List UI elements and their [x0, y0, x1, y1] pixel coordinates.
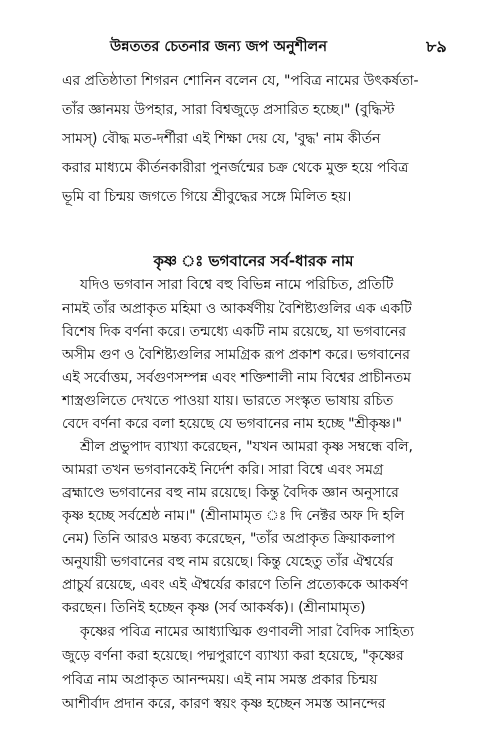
- text-line: নেম) তিনি আরও মন্তব্য করেছেন, "তাঁর অপ্রাকৃত ক্রিয়াকলাপ: [62, 531, 395, 547]
- text-line: প্রাচুর্য রয়েছে, এবং এই ঐশ্বর্যের কারণে তিনি প্রত্যেককে আকর্ষণ: [62, 577, 408, 593]
- text-line: আমরা তখন ভগবানকেই নির্দেশ করি। সারা বিশ্বে এবং সমগ্র: [62, 462, 384, 478]
- text-line: পবিত্র নাম অপ্রাকৃত আনন্দময়। এই নাম সমস্ত প্রকার চিন্ময়: [62, 672, 378, 688]
- text-line: যদিও ভগবান সারা বিশ্বে বহু বিভিন্ন নামে পরিচিত, প্রতিটি: [80, 277, 394, 293]
- text-line: অনুযায়ী ভগবানের বহু নাম রয়েছে। কিন্তু যেহেতু তাঁর ঐশ্বর্যের: [62, 554, 394, 570]
- text-line: শাস্ত্রগুলিতে দেখতে পাওয়া যায়। ভারতে সংস্কৃত ভাষায় রচিত: [62, 393, 394, 409]
- section-heading: কৃষ্ণ ঃ ভগবানের সর্ব-ধারক নাম: [153, 252, 354, 270]
- text-line: সামস্) বৌদ্ধ মত-দর্শীরা এই শিক্ষা দেয় যে, 'বুদ্ধ' নাম কীর্তন: [62, 131, 381, 147]
- text-line: করার মাধ্যমে কীর্তনকারীরা পুনর্জন্মের চক্র থেকে মুক্ত হয়ে পবিত্র: [62, 160, 409, 176]
- text-line: কৃষ্ণের পবিত্র নামের আধ্যাত্মিক গুণাবলী সারা বৈদিক সাহিত্য: [80, 624, 415, 640]
- text-line: অসীম গুণ ও বৈশিষ্ট্যগুলির সামগ্রিক রূপ প্রকাশ করে। ভগবানের: [62, 347, 410, 363]
- text-line: কৃষ্ণ হচ্ছে সর্বশ্রেষ্ঠ নাম।" (শ্রীনামামৃত ঃ দি নেক্টর অফ দি হলি: [62, 508, 405, 524]
- text-line: ব্রহ্মাণ্ডে ভগবানের বহু নাম রয়েছে। কিন্তু বৈদিক জ্ঞান অনুসারে: [62, 485, 399, 501]
- text-line: বিশেষ দিক বর্ণনা করে। তন্মধ্যে একটি নাম রয়েছে, যা ভগবানের: [62, 324, 406, 340]
- text-line: তাঁর জ্ঞানময় উপহার, সারা বিশ্বজুড়ে প্রসারিত হচ্ছে।" (বুদ্ধিস্ট: [62, 102, 395, 118]
- text-line: শ্রীল প্রভুপাদ ব্যাখ্যা করেছেন, "যখন আমরা কৃষ্ণ সম্বন্ধে বলি,: [80, 439, 413, 455]
- text-line: বেদে বর্ণনা করে বলা হয়েছে যে ভগবানের নাম হচ্ছে "শ্রীকৃষ্ণ।": [62, 416, 402, 432]
- text-line: নামই তাঁর অপ্রাকৃত মহিমা ও আকর্ষণীয় বৈশিষ্ট্যগুলির এক একটি: [62, 301, 412, 317]
- page-number: ৮৯: [426, 37, 447, 56]
- text-line: করছেন। তিনিই হচ্ছেন কৃষ্ণ (সর্ব আকর্ষক)। (শ্রীনামামৃত): [62, 600, 366, 616]
- running-head: উন্নততর চেতনার জন্য জপ অনুশীলন: [110, 39, 327, 55]
- text-line: ভূমি বা চিন্ময় জগতে গিয়ে শ্রীবুদ্ধের সঙ্গে মিলিত হয়।: [62, 189, 352, 205]
- text-line: এই সর্বোত্তম, সর্বগুণসম্পন্ন এবং শক্তিশালী নাম বিশ্বের প্রাচীনতম: [62, 370, 411, 386]
- text-line: আশীর্বাদ প্রদান করে, কারণ স্বয়ং কৃষ্ণ হচ্ছেন সমস্ত আনন্দের: [62, 696, 386, 712]
- text-line: এর প্রতিষ্ঠাতা শিগরন শোনিন বলেন যে, "পবিত্র নামের উৎকর্ষতা-: [62, 73, 419, 89]
- text-line: জুড়ে বর্ণনা করা হয়েছে। পদ্মপুরাণে ব্যাখ্যা করা হয়েছে, "কৃষ্ণের: [62, 648, 404, 664]
